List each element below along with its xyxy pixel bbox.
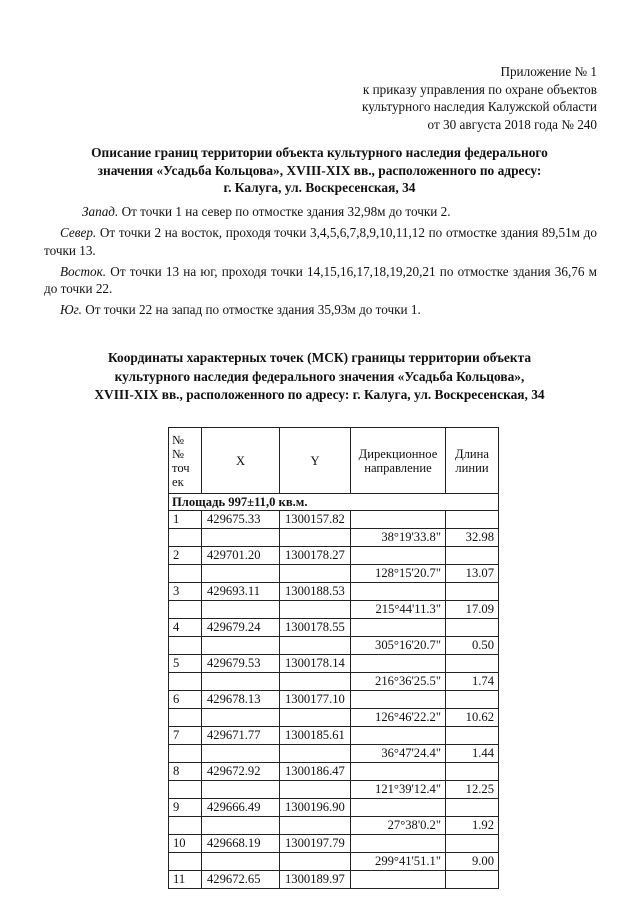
- annex-line: от 30 августа 2018 года № 240: [427, 116, 597, 132]
- point-number-cell: 8: [169, 763, 202, 781]
- y-cell: 1300188.53: [280, 583, 351, 601]
- x-cell: 429671.77: [202, 727, 280, 745]
- empty-cell: [280, 673, 351, 691]
- empty-cell: [169, 565, 202, 583]
- table-header-row: [169, 428, 499, 494]
- y-cell: 1300178.27: [280, 547, 351, 565]
- direction-text: От точки 2 на восток, проходя точки 3,4,5,6,7,8,9,10,11,12 по отмостке здания 89,51м до точки 13.: [44, 225, 597, 258]
- empty-cell: [351, 691, 446, 709]
- boundary-description: [44, 203, 597, 322]
- table-row: [169, 727, 499, 745]
- point-number-cell: 11: [169, 871, 202, 889]
- empty-cell: [351, 583, 446, 601]
- header-x: X: [202, 428, 280, 494]
- empty-cell: [202, 709, 280, 727]
- empty-cell: [280, 709, 351, 727]
- x-cell: 429672.92: [202, 763, 280, 781]
- empty-cell: [280, 781, 351, 799]
- direction-cell: 299°41'51.1": [351, 853, 446, 871]
- empty-cell: [169, 853, 202, 871]
- table-row: [169, 835, 499, 853]
- y-cell: 1300196.90: [280, 799, 351, 817]
- y-cell: 1300186.47: [280, 763, 351, 781]
- boundary-west: [66, 203, 597, 221]
- title-line: значения «Усадьба Кольцова», XVIII-XIX вв., расположенного по адресу:: [97, 162, 542, 178]
- header-point-number: № № точ ек: [169, 428, 202, 494]
- table-row: [169, 547, 499, 565]
- empty-cell: [351, 619, 446, 637]
- title-line: культурного наследия федерального значения «Усадьба Кольцова»,: [114, 368, 525, 384]
- empty-cell: [280, 601, 351, 619]
- table-row: [169, 673, 499, 691]
- empty-cell: [446, 583, 499, 601]
- table-row: [169, 619, 499, 637]
- empty-cell: [169, 673, 202, 691]
- header-y: Y: [280, 428, 351, 494]
- empty-cell: [446, 799, 499, 817]
- header-length: Длина линии: [446, 428, 499, 494]
- empty-cell: [280, 745, 351, 763]
- direction-label: Восток.: [60, 263, 107, 279]
- area-cell: Площадь 997±11,0 кв.м.: [169, 494, 499, 511]
- point-number-cell: 10: [169, 835, 202, 853]
- direction-label: Север.: [60, 225, 97, 240]
- empty-cell: [351, 655, 446, 673]
- coordinates-title: [40, 349, 599, 405]
- empty-cell: [202, 745, 280, 763]
- table-row: [169, 601, 499, 619]
- length-cell: 32.98: [446, 529, 499, 547]
- x-cell: 429693.11: [202, 583, 280, 601]
- empty-cell: [446, 763, 499, 781]
- annex-header: [297, 63, 597, 133]
- x-cell: 429701.20: [202, 547, 280, 565]
- length-cell: 9.00: [446, 853, 499, 871]
- length-cell: 10.62: [446, 709, 499, 727]
- table-row: [169, 817, 499, 835]
- empty-cell: [446, 727, 499, 745]
- empty-cell: [446, 871, 499, 889]
- x-cell: 429666.49: [202, 799, 280, 817]
- empty-cell: [351, 835, 446, 853]
- point-number-cell: 2: [169, 547, 202, 565]
- length-cell: 0.50: [446, 637, 499, 655]
- empty-cell: [169, 709, 202, 727]
- empty-cell: [280, 637, 351, 655]
- area-row: [169, 494, 499, 511]
- empty-cell: [351, 763, 446, 781]
- title-line: Описание границ территории объекта культурного наследия федерального: [91, 145, 548, 160]
- direction-cell: 38°19'33.8": [351, 529, 446, 547]
- table-row: [169, 565, 499, 583]
- empty-cell: [280, 565, 351, 583]
- empty-cell: [280, 817, 351, 835]
- table-row: [169, 511, 499, 529]
- y-cell: 1300189.97: [280, 871, 351, 889]
- empty-cell: [280, 529, 351, 547]
- empty-cell: [202, 565, 280, 583]
- length-cell: 13.07: [446, 565, 499, 583]
- point-number-cell: 7: [169, 727, 202, 745]
- empty-cell: [446, 547, 499, 565]
- point-number-cell: 4: [169, 619, 202, 637]
- annex-line: к приказу управления по охране объектов: [362, 81, 597, 97]
- empty-cell: [280, 853, 351, 871]
- table-row: [169, 691, 499, 709]
- y-cell: 1300178.55: [280, 619, 351, 637]
- empty-cell: [446, 511, 499, 529]
- point-number-cell: 1: [169, 511, 202, 529]
- length-cell: 12.25: [446, 781, 499, 799]
- annex-line: Приложение № 1: [500, 64, 597, 79]
- table-row: [169, 709, 499, 727]
- table-row: [169, 637, 499, 655]
- point-number-cell: 5: [169, 655, 202, 673]
- y-cell: 1300185.61: [280, 727, 351, 745]
- x-cell: 429668.19: [202, 835, 280, 853]
- empty-cell: [446, 655, 499, 673]
- direction-text: От точки 22 на запад по отмостке здания 35,93м до точки 1.: [81, 302, 421, 317]
- direction-cell: 121°39'12.4": [351, 781, 446, 799]
- length-cell: 17.09: [446, 601, 499, 619]
- empty-cell: [351, 871, 446, 889]
- direction-text: От точки 13 на юг, проходя точки 14,15,16,17,18,19,20,21 по отмостке здания 36,76 м до точки 22.: [44, 263, 597, 296]
- coordinates-table: [168, 427, 499, 889]
- y-cell: 1300177.10: [280, 691, 351, 709]
- direction-cell: 305°16'20.7": [351, 637, 446, 655]
- table-row: [169, 583, 499, 601]
- boundary-east: [44, 263, 597, 298]
- empty-cell: [202, 601, 280, 619]
- empty-cell: [169, 529, 202, 547]
- empty-cell: [446, 619, 499, 637]
- boundary-south: [44, 301, 597, 319]
- y-cell: 1300197.79: [280, 835, 351, 853]
- direction-cell: 27°38'0.2": [351, 817, 446, 835]
- direction-cell: 126°46'22.2": [351, 709, 446, 727]
- title-line: Координаты характерных точек (МСК) границы территории объекта: [107, 350, 532, 365]
- empty-cell: [169, 637, 202, 655]
- direction-label: Запад.: [82, 204, 119, 219]
- table-row: [169, 853, 499, 871]
- empty-cell: [202, 853, 280, 871]
- table-row: [169, 781, 499, 799]
- direction-text: От точки 1 на север по отмостке здания 32,98м до точки 2.: [118, 204, 451, 219]
- x-cell: 429678.13: [202, 691, 280, 709]
- empty-cell: [169, 781, 202, 799]
- empty-cell: [202, 529, 280, 547]
- table-row: [169, 529, 499, 547]
- empty-cell: [169, 745, 202, 763]
- empty-cell: [351, 547, 446, 565]
- document-title: [40, 144, 599, 197]
- direction-cell: 215°44'11.3": [351, 601, 446, 619]
- table-row: [169, 745, 499, 763]
- empty-cell: [202, 637, 280, 655]
- length-cell: 1.44: [446, 745, 499, 763]
- point-number-cell: 6: [169, 691, 202, 709]
- empty-cell: [202, 817, 280, 835]
- empty-cell: [169, 817, 202, 835]
- table-row: [169, 655, 499, 673]
- y-cell: 1300157.82: [280, 511, 351, 529]
- empty-cell: [446, 691, 499, 709]
- annex-line: культурного наследия Калужской области: [362, 99, 597, 114]
- table-row: [169, 763, 499, 781]
- table-row: [169, 871, 499, 889]
- empty-cell: [202, 781, 280, 799]
- direction-label: Юг.: [60, 302, 82, 317]
- length-cell: 1.92: [446, 817, 499, 835]
- x-cell: 429679.24: [202, 619, 280, 637]
- table-row: [169, 799, 499, 817]
- point-number-cell: 9: [169, 799, 202, 817]
- title-line: XVIII-XIX вв., расположенного по адресу: г. Калуга, ул. Воскресенская, 34: [94, 387, 545, 402]
- point-number-cell: 3: [169, 583, 202, 601]
- empty-cell: [351, 727, 446, 745]
- direction-cell: 216°36'25.5": [351, 673, 446, 691]
- title-line: г. Калуга, ул. Воскресенская, 34: [223, 180, 416, 195]
- boundary-north: [44, 224, 597, 259]
- x-cell: 429675.33: [202, 511, 280, 529]
- empty-cell: [446, 835, 499, 853]
- x-cell: 429672.65: [202, 871, 280, 889]
- header-direction: Дирекционное направление: [351, 428, 446, 494]
- empty-cell: [169, 601, 202, 619]
- y-cell: 1300178.14: [280, 655, 351, 673]
- empty-cell: [202, 673, 280, 691]
- length-cell: 1.74: [446, 673, 499, 691]
- direction-cell: 128°15'20.7": [351, 565, 446, 583]
- x-cell: 429679.53: [202, 655, 280, 673]
- empty-cell: [351, 799, 446, 817]
- empty-cell: [351, 511, 446, 529]
- direction-cell: 36°47'24.4": [351, 745, 446, 763]
